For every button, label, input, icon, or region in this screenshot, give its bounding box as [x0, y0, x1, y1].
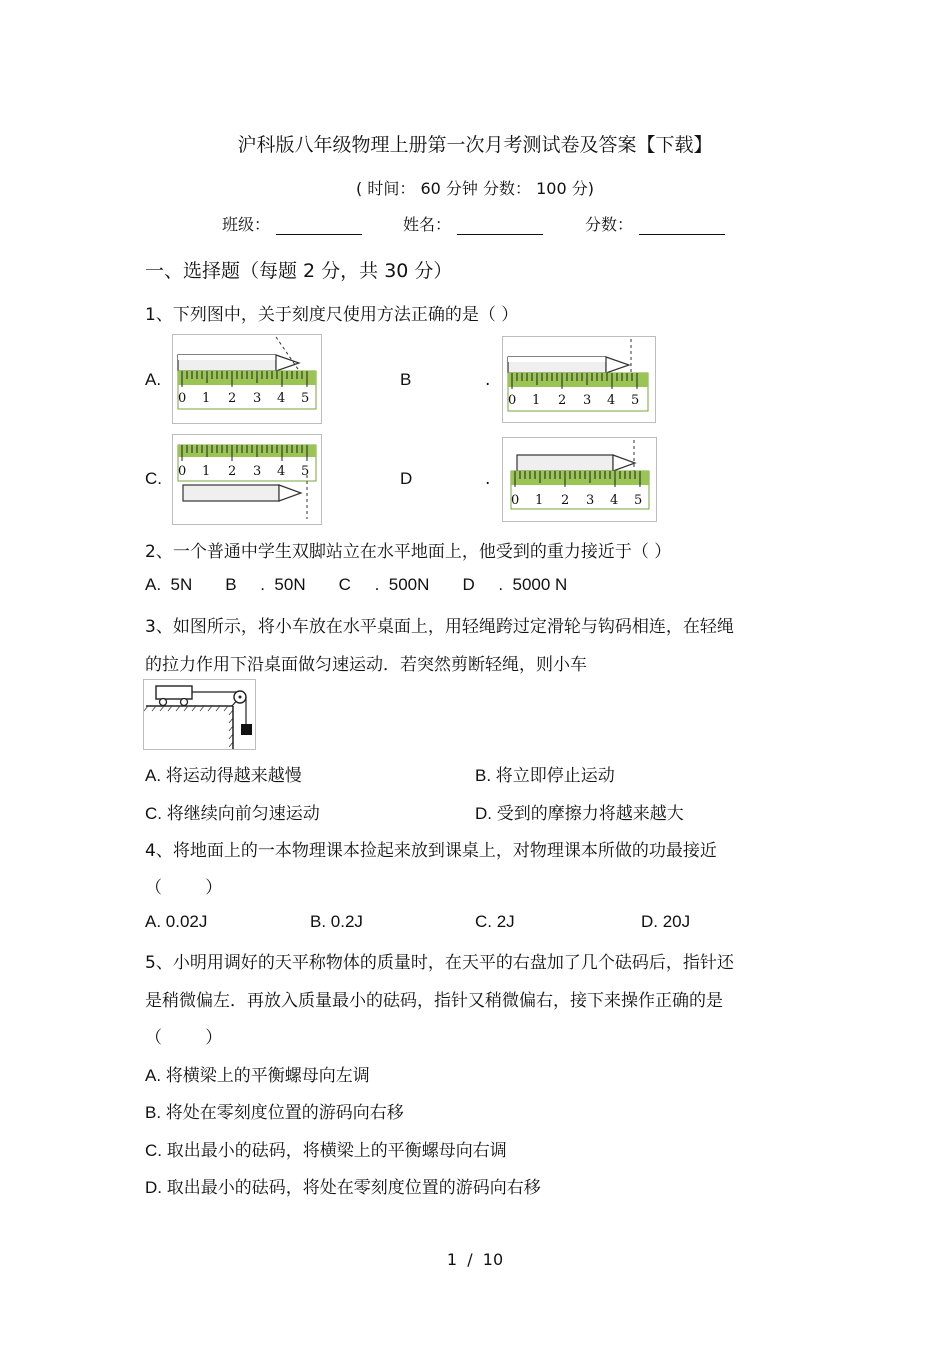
- tick-label: 4: [277, 464, 286, 479]
- score-label: 分数：: [585, 215, 634, 234]
- score-blank: [639, 216, 725, 235]
- class-blank: [276, 216, 362, 235]
- question-5-stem-line-1: 5、小明用调好的天平称物体的质量时，在天平的右盘加了几个砝码后，指针还: [145, 953, 734, 973]
- tick-label: 2: [561, 493, 570, 508]
- q1-figure-d: [502, 437, 657, 522]
- question-2-stem: 2、一个普通中学生双脚站立在水平地面上，他受到的重力接近于（ ）: [145, 542, 672, 562]
- q3-cart-pulley-figure: [143, 679, 256, 750]
- pencil-tip: [606, 357, 629, 373]
- pencil-highlight: [508, 357, 606, 362]
- q1-option-b-dot: .: [485, 370, 491, 390]
- q1-figure-c: [172, 434, 322, 525]
- name-field: [403, 212, 543, 235]
- q1-figure-b: [502, 336, 656, 423]
- q1-option-d-dot: .: [485, 469, 491, 489]
- pencil-tip: [276, 355, 299, 371]
- tick-label: 4: [610, 493, 619, 508]
- tick-label: 1: [535, 493, 544, 508]
- score-field: [585, 212, 725, 235]
- question-1-stem: 1、下列图中，关于刻度尺使用方法正确的是（ ）: [145, 305, 519, 325]
- question-5-option-d: D. 取出最小的砝码，将处在零刻度位置的游码向右移: [145, 1178, 541, 1197]
- tick-label: 1: [202, 464, 211, 479]
- question-5-stem-line-3: （ ）: [145, 1028, 223, 1048]
- question-5-option-b: B. 将处在零刻度位置的游码向右移: [145, 1103, 404, 1122]
- ruler-figure-a: [173, 335, 321, 423]
- document-title: 沪科版八年级物理上册第一次月考测试卷及答案【下载】: [237, 134, 713, 156]
- question-3-option-c: C. 将继续向前匀速运动: [145, 804, 320, 823]
- question-3-option-b: B. 将立即停止运动: [475, 766, 615, 785]
- q1-option-a-label: A.: [145, 370, 162, 389]
- tick-label: 5: [631, 393, 640, 408]
- cart-wheel: [181, 699, 188, 706]
- tick-label: 2: [228, 464, 237, 479]
- question-3-option-d: D. 受到的摩擦力将越来越大: [475, 804, 684, 823]
- ruler-figure-b: [503, 337, 655, 422]
- pencil-body: [183, 485, 279, 501]
- tick-label: 3: [253, 391, 262, 406]
- pencil-body: [517, 455, 613, 471]
- tick-label: 5: [301, 391, 310, 406]
- question-4-stem-line-2: （ ）: [145, 878, 223, 898]
- tick-label: 2: [228, 391, 237, 406]
- question-5-option-c: C. 取出最小的砝码，将横梁上的平衡螺母向右调: [145, 1141, 507, 1160]
- tick-label: 0: [511, 493, 520, 508]
- tick-label: 4: [277, 391, 286, 406]
- class-label: 班级：: [222, 215, 271, 234]
- question-3-stem-line-2: 的拉力作用下沿桌面做匀速运动．若突然剪断轻绳，则小车: [145, 655, 587, 675]
- q1-option-b-label: B: [400, 370, 412, 389]
- tick-label: 5: [634, 493, 643, 508]
- tick-label: 0: [178, 464, 187, 479]
- question-5-option-a: A. 将横梁上的平衡螺母向左调: [145, 1066, 370, 1085]
- pencil-highlight: [178, 355, 276, 360]
- question-3-option-a: A. 将运动得越来越慢: [145, 766, 302, 785]
- section-heading: 一、选择题（每题 2 分，共 30 分）: [145, 260, 453, 282]
- exam-time-info: ( 时间： 60 分钟 分数： 100 分): [356, 179, 594, 198]
- question-4-option-c: C. 2J: [475, 912, 515, 931]
- question-4-option-b: B. 0.2J: [310, 912, 363, 931]
- q1-option-d-label: D: [400, 469, 413, 488]
- name-label: 姓名：: [403, 215, 452, 234]
- q1-option-c-label: C.: [145, 469, 162, 488]
- page-number: 1 / 10: [446, 1250, 504, 1269]
- pencil-tip: [613, 455, 635, 471]
- tick-label: 1: [202, 391, 211, 406]
- name-blank: [457, 216, 543, 235]
- question-4-option-a: A. 0.02J: [145, 912, 208, 931]
- question-4-stem-line-1: 4、将地面上的一本物理课本捡起来放到课桌上，对物理课本所做的功最接近: [145, 841, 717, 861]
- pulley-axle: [239, 696, 242, 699]
- hook-weight: [241, 724, 252, 735]
- ruler-figure-c: [173, 435, 321, 524]
- tick-label: 0: [508, 393, 517, 408]
- cart-wheel: [160, 699, 167, 706]
- pencil-tip: [279, 485, 301, 501]
- tick-label: 1: [532, 393, 541, 408]
- tick-label: 3: [586, 493, 595, 508]
- cart-body: [156, 686, 192, 699]
- tick-label: 4: [607, 393, 616, 408]
- tick-label: 2: [558, 393, 567, 408]
- question-3-stem-line-1: 3、如图所示，将小车放在水平桌面上，用轻绳跨过定滑轮与钩码相连，在轻绳: [145, 617, 734, 637]
- ruler-figure-d: [503, 438, 656, 521]
- tick-label: 0: [178, 391, 187, 406]
- class-field: [222, 212, 362, 235]
- q1-figure-a: [172, 334, 322, 424]
- tick-label: 3: [253, 464, 262, 479]
- question-4-option-d: D. 20J: [641, 912, 691, 931]
- question-2-options: A. 5N B . 50N C . 500N D . 5000 N: [145, 575, 568, 594]
- tick-label: 5: [301, 464, 310, 479]
- cart-pulley-diagram: [144, 680, 255, 749]
- question-5-stem-line-2: 是稍微偏左．再放入质量最小的砝码，指针又稍微偏右，接下来操作正确的是: [145, 991, 723, 1011]
- tick-label: 3: [583, 393, 592, 408]
